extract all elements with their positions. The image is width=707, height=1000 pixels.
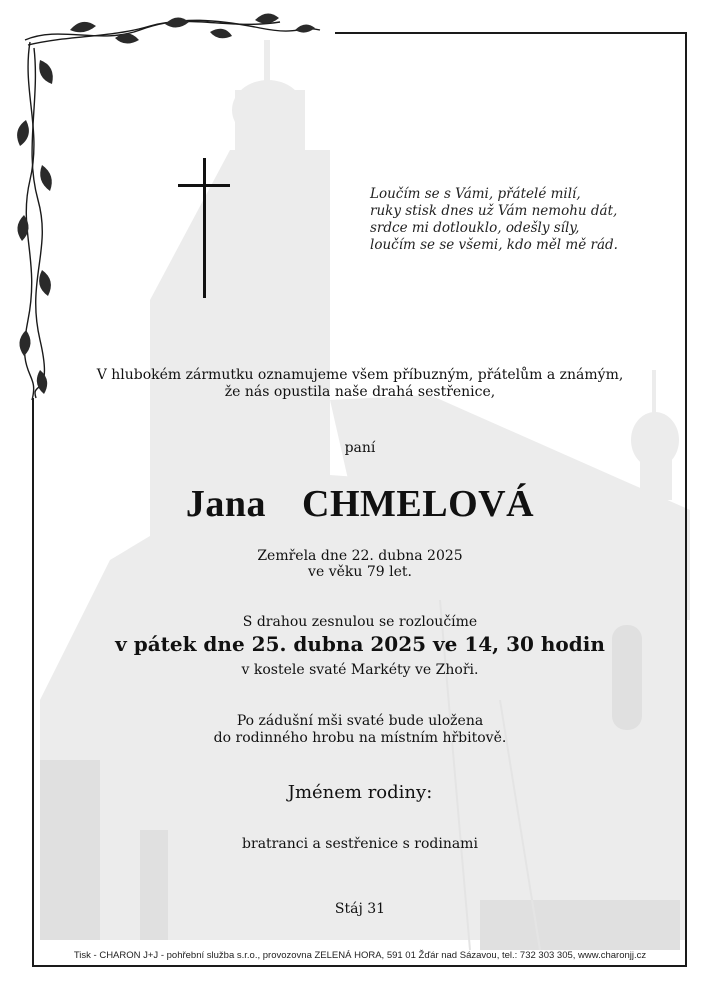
frame-left-line (32, 398, 34, 967)
farewell-poem (370, 186, 670, 254)
cross-icon (203, 158, 206, 298)
printer-footer: Tisk - CHARON J+J - pohřební služba s.r.o., provozovna ZELENÁ HORA, 591 01 Žďár nad Sázavou, tel.: 732 303 305, www.charonjj.cz (73, 950, 647, 961)
deceased-title: paní (344, 440, 376, 456)
announcement-intro (35, 367, 685, 401)
announcement-line-1: V hlubokém zármutku oznamujeme všem příbuzným, přátelům a známým, (96, 367, 624, 383)
poem-line: loučím se se všemi, kdo měl mě rád. (370, 237, 618, 253)
announcement-line-2: že nás opustila naše drahá sestřenice, (224, 384, 496, 400)
cross-icon-bar (178, 184, 230, 187)
burial-info (35, 713, 685, 747)
death-age: ve věku 79 let. (308, 564, 412, 580)
poem-line: ruky stisk dnes už Vám nemohu dát, (370, 203, 618, 219)
death-info (35, 548, 685, 580)
deceased-name: Jana CHMELOVÁ (185, 483, 535, 525)
poem-line: Loučím se s Vámi, přátelé milí, (370, 186, 581, 202)
death-date: Zemřela dne 22. dubna 2025 (257, 548, 463, 564)
relatives: bratranci a sestřenice s rodinami (242, 836, 478, 852)
ceremony-datetime: v pátek dne 25. dubna 2025 ve 14, 30 hodin (115, 632, 605, 656)
ceremony-intro: S drahou zesnulou se rozloučíme (242, 614, 478, 630)
frame-bottom-line (32, 965, 687, 967)
ceremony-place: v kostele svaté Markéty ve Zhoři. (241, 662, 479, 678)
poem-line: srdce mi dotlouklo, odešly síly, (370, 220, 580, 236)
burial-line-1: Po zádušní mši svaté bude uložena (236, 713, 484, 729)
family-heading: Jménem rodiny: (287, 782, 433, 803)
burial-line-2: do rodinného hrobu na místním hřbitově. (213, 730, 507, 746)
address: Stáj 31 (334, 901, 386, 917)
